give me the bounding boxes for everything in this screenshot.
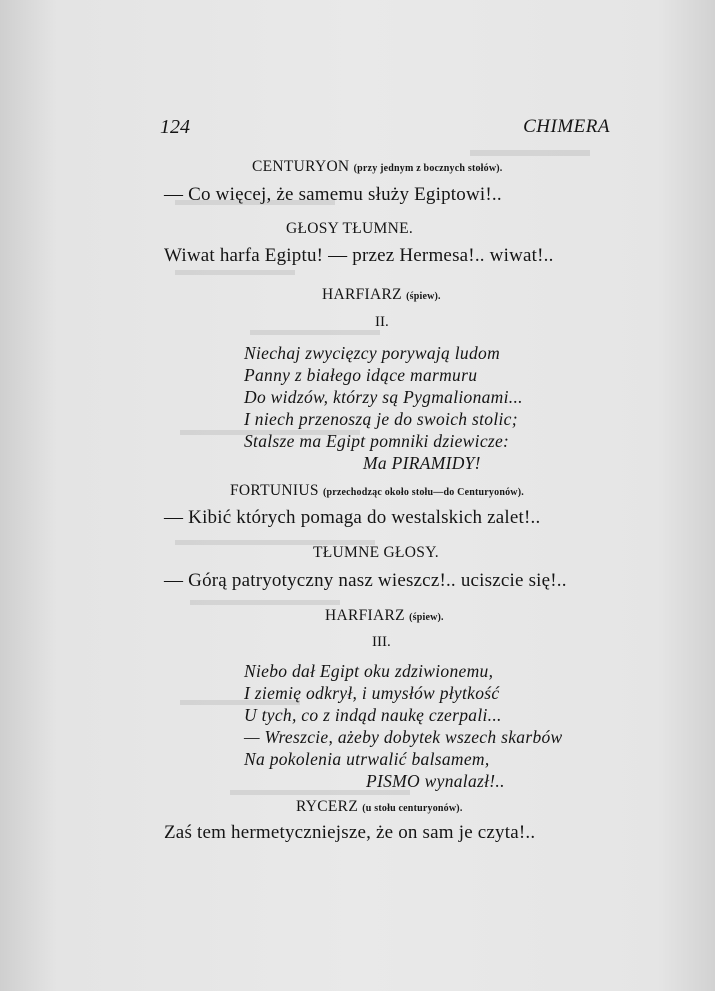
stanza-numeral: II. [375,314,389,330]
speaker-harfiarz [325,607,444,625]
verse-line: — Wreszcie, ażeby dobytek wszech skarbów [244,727,563,747]
verse-line: Na pokolenia utrwalić balsamem, [244,749,490,769]
speaker-name: FORTUNIUS [230,482,319,499]
stage-direction: (śpiew). [406,291,441,302]
speech-line: — Górą patryotyczny nasz wieszcz!.. uciszcie się!.. [164,570,567,591]
speaker-centuryon [252,158,503,176]
stage-direction: (przechodząc około stołu—do Centuryonów). [322,487,524,498]
verse-line: I ziemię odkrył, i umysłów płytkość [244,683,500,703]
stanza-numeral: III. [372,634,391,650]
speech-line: Zaś tem hermetyczniejsze, że on sam je czyta!.. [164,822,536,843]
stage-direction: (u stołu centuryonów). [362,803,463,814]
verse-line: PISMO wynalazł!.. [366,771,505,791]
page-header [160,116,610,144]
speech-line: Wiwat harfa Egiptu! — przez Hermesa!.. wiwat!.. [164,245,554,266]
page-number: 124 [160,116,190,138]
verse-line: Do widzów, którzy są Pygmalionami... [244,387,523,407]
verse-line: Panny z białego idące marmuru [244,365,478,385]
speaker-name: RYCERZ [296,798,359,815]
speaker-harfiarz [322,286,441,304]
stage-direction: (śpiew). [409,612,444,623]
verse-line: Ma PIRAMIDY! [363,453,481,473]
verse-line: U tych, co z indąd naukę czerpali... [244,705,502,725]
verse-line: I niech przenoszą je do swoich stolic; [244,409,518,429]
speech-line: — Co więcej, że samemu służy Egiptowi!.. [164,184,502,205]
verse-line: Niebo dał Egipt oku zdziwionemu, [244,661,494,681]
stage-direction: (przy jednym z bocznych stołów). [353,163,503,174]
speaker-name: HARFIARZ [325,607,405,624]
speaker-glosy-tlumne: GŁOSY TŁUMNE. [286,220,414,237]
speaker-tlumne-glosy: TŁUMNE GŁOSY. [313,544,439,561]
speaker-rycerz [296,798,463,816]
verse-line: Stalsze ma Egipt pomniki dziewicze: [244,431,510,451]
speaker-name: HARFIARZ [322,286,402,303]
speech-line: — Kibić których pomaga do westalskich zalet!.. [164,507,541,528]
speaker-name: CENTURYON [252,158,350,175]
running-title: CHIMERA [523,116,610,137]
verse-line: Niechaj zwycięzcy porywają ludom [244,343,501,363]
speaker-fortunius [230,482,524,500]
